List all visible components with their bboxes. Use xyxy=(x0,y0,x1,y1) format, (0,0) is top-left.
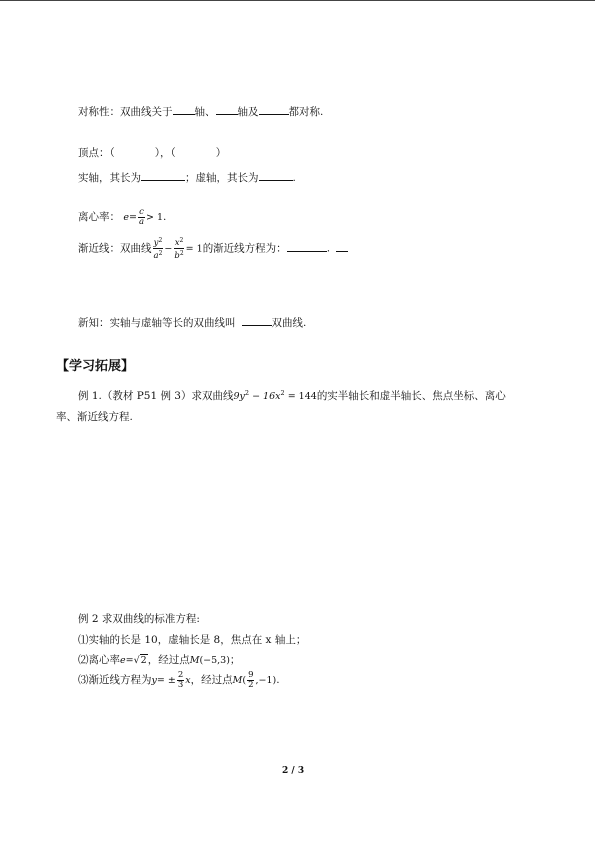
symmetry-text-3: 轴及 xyxy=(237,106,259,118)
math-eq: = xyxy=(128,212,137,223)
fraction-x2-over-b2: $\frac{x^2}{b^2}$ xyxy=(174,237,184,261)
math-e: e xyxy=(123,212,129,223)
example-2-item-3: ⑶渐近线方程为y= ± $\frac{2}{3}$ x，经过点M( $\frac{9}{2}$ ,−1). xyxy=(78,669,280,690)
blank-field xyxy=(173,103,195,115)
symmetry-text-4: 都对称. xyxy=(288,106,324,118)
blank-field xyxy=(336,240,348,252)
axes-text-3: . xyxy=(292,172,296,184)
symmetry-line xyxy=(78,103,323,119)
fraction-9-over-2: $\frac{9}{2}$ xyxy=(248,669,254,690)
axes-text-2: ；虚轴，其长为 xyxy=(185,172,259,184)
example-2-item-1: ⑴实轴的长是 10，虚轴长是 8，焦点在 x 轴上； xyxy=(78,634,307,646)
newknow-text-2: 双曲线. xyxy=(271,317,307,329)
asymptote-line: 渐近线：双曲线 $\frac{y^2}{a^2}$ − $\frac{x^2}{b^2}$ = 1的渐近线方程为： . xyxy=(78,236,348,261)
example-1-line-1: 例 1.（教材 P51 例 3）求双曲线$9y^2 - 16x^2 = 144$的实半轴长和虚半轴长、焦点坐标、离心 xyxy=(78,389,506,402)
equation-ex1: $9y^2 - 16x^2 = 144$ xyxy=(233,389,317,402)
math-gt-one: > 1 xyxy=(146,212,164,223)
blank-field xyxy=(259,169,293,181)
vertex-text-2: ），（ xyxy=(154,147,176,159)
fraction-c-over-a: $\frac{c}{a}$ xyxy=(138,206,145,227)
blank-field xyxy=(259,103,289,115)
symmetry-text-1: 对称性：双曲线关于 xyxy=(78,106,173,118)
page-number: 2 / 3 xyxy=(282,766,305,776)
blank-field xyxy=(216,103,238,115)
vertex-text-1: 顶点：（ xyxy=(78,147,115,159)
section-title: 【学习拓展】 xyxy=(56,359,135,374)
example-2-item-2: ⑵离心率e=√2，经过点M(−5,3)； xyxy=(78,654,241,666)
axes-line xyxy=(78,169,296,185)
blank-field xyxy=(242,314,272,326)
example-1-line-2: 率、渐近线方程. xyxy=(56,411,133,423)
fraction-y2-over-a2: $\frac{y^2}{a^2}$ xyxy=(153,237,163,261)
axes-text-1: 实轴，其长为 xyxy=(78,172,141,184)
sqrt-two: √2 xyxy=(133,655,147,666)
newknow-text-1: 新知：实轴与虚轴等长的双曲线叫 xyxy=(78,317,236,329)
vertex-line xyxy=(78,146,226,160)
newknow-line xyxy=(78,314,306,330)
asymptote-text-1: 渐近线：双曲线 xyxy=(78,242,152,255)
blank-field xyxy=(287,240,327,252)
asymptote-text-2: 的渐近线方程为： xyxy=(202,242,287,255)
vertex-text-3: ） xyxy=(215,147,227,159)
symmetry-text-2: 轴、 xyxy=(194,106,216,118)
fraction-2-over-3: $\frac{2}{3}$ xyxy=(177,669,184,690)
eccentricity-label: 离心率： xyxy=(78,211,120,223)
blank-field xyxy=(141,169,185,181)
page-top-border xyxy=(0,0,595,1)
example-2-title: 例 2 求双曲线的标准方程: xyxy=(78,613,200,625)
eccentricity-line: 离心率： e= $\frac{c}{a}$ > 1. xyxy=(78,206,167,227)
